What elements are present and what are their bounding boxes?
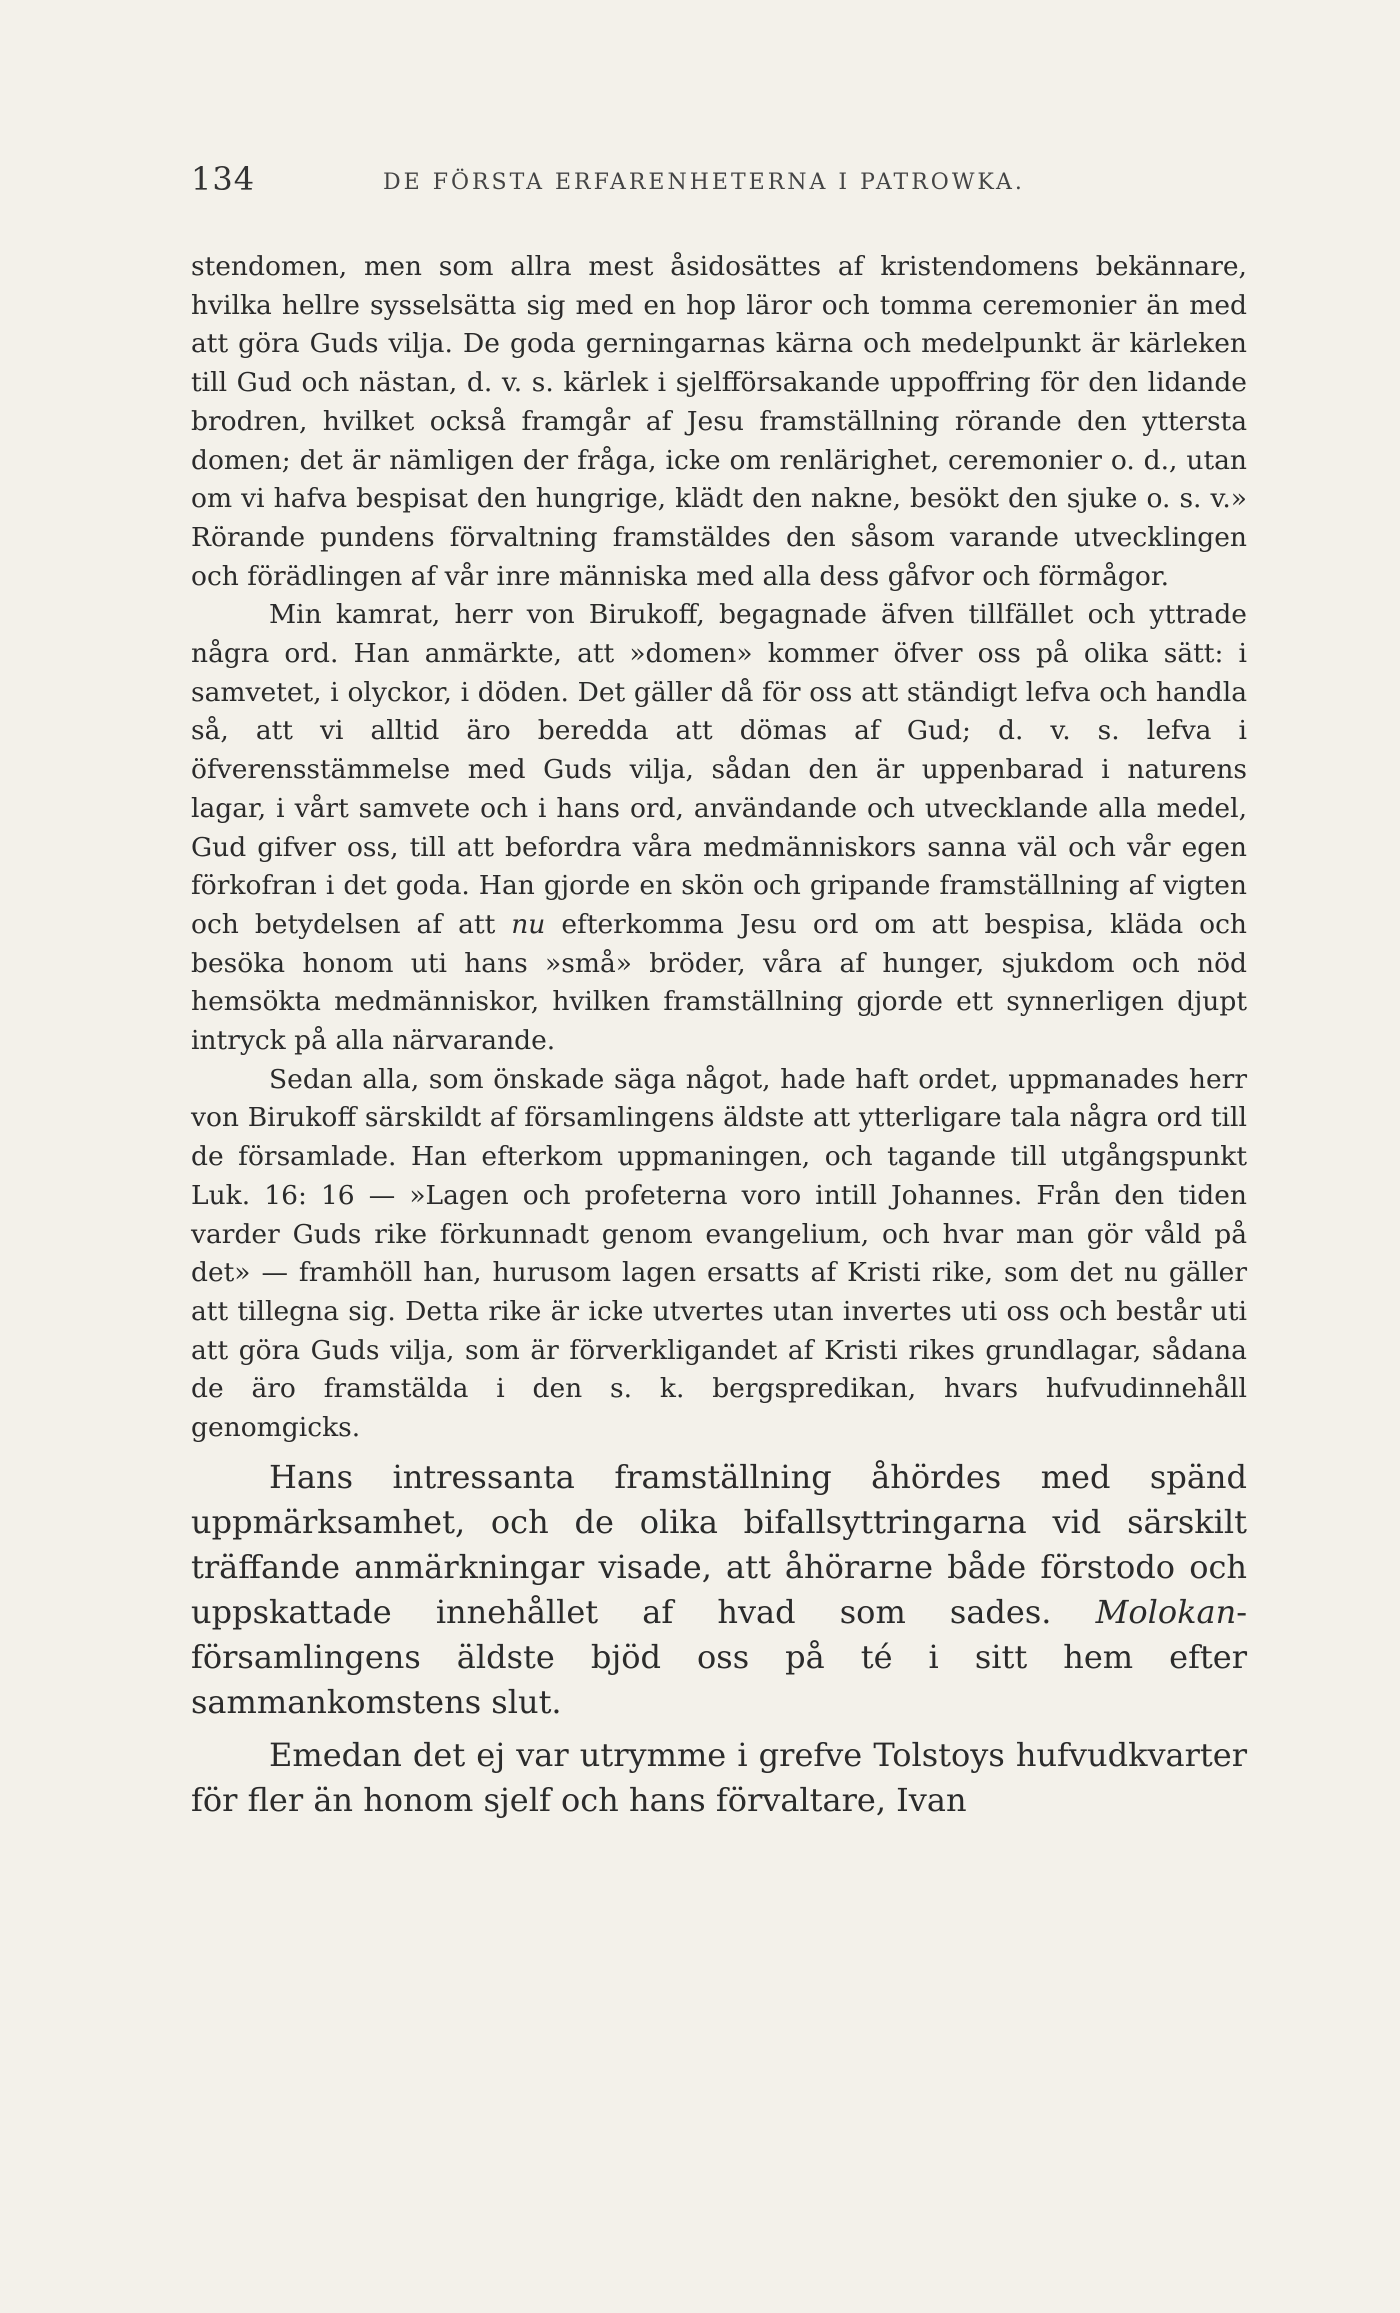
- paragraph-3: [191, 1061, 1247, 1448]
- running-head: [191, 160, 1247, 210]
- paragraph-4: [191, 1455, 1247, 1725]
- paragraph-2-text: Min kamrat, herr von Birukoff, begagnade äfven tillfället och yttrade några ord. Han anmärkte, att »domen» kommer öfver oss på olika sätt: i samvetet, i olyckor, i döden. Det gäller då för oss att ständigt lefva och handla så, att vi alltid äro beredda att dömas af Gud; d. v. s. lefva i öfverensstämmelse med Guds vilja, sådan den är uppenbarad i naturens lagar, i vårt samvete och i hans ord, användande och utvecklande alla medel, Gud gifver oss, till att befordra våra medmänniskors sanna väl och vår egen förkofran i det goda. Han gjorde en skön och gripande framställning af vigten och betydelsen af att: [191, 599, 1247, 940]
- paragraph-4-text-after: -församlingens äldste bjöd oss på té i sitt hem efter sammankomstens slut.: [191, 1592, 1248, 1721]
- paragraph-3-text: Sedan alla, som önskade säga något, hade haft ordet, uppmanades herr von Birukoff särskildt af församlingens äldste att ytterligare tala några ord till de församlade. Han efterkom uppmaningen, och tagande till utgångspunkt Luk. 16: 16 — »Lagen och profeterna voro intill Johannes. Från den tiden varder Guds rike förkunnadt genom evangelium, och hvar man gör våld på det» — framhöll han, hurusom lagen ersatts af Kristi rike, som det nu gäller att tillegna sig. Detta rike är icke utvertes utan invertes uti oss och består uti att göra Guds vilja, som är förverkligandet af Kristi rikes grundlagar, sådana de äro framstälda i den s. k. bergspredikan, hvars hufvudinnehåll genomgicks.: [191, 1063, 1247, 1444]
- paragraph-1: [191, 248, 1247, 596]
- paragraph-2-italic: nu: [511, 908, 546, 940]
- paragraph-4-italic: Molokan: [1095, 1592, 1237, 1631]
- paragraph-1-text: stendomen, men som allra mest åsidosättes af kristendomens bekännare, hvilka hellre sysselsätta sig med en hop läror och tomma ceremonier än med att göra Guds vilja. De goda gerningarnas kärna och medelpunkt är kärleken till Gud och nästan, d. v. s. kärlek i sjelfförsakande uppoffring för den lidande brodren, hvilket också framgår af Jesu framställning rörande den yttersta domen; det är nämligen der fråga, icke om renlärighet, ceremonier o. d., utan om vi hafva bespisat den hungrige, klädt den nakne, besökt den sjuke o. s. v.» Rörande pundens förvaltning framstäldes den såsom varande utvecklingen och förädlingen af vår inre människa med alla dess gåfvor och förmågor.: [191, 251, 1247, 592]
- paragraph-4-text: Hans intressanta framställning åhördes med spänd uppmärksamhet, och de olika bifallsyttringarna vid särskilt träffande anmärkningar visade, att åhörarne både förstodo och uppskattade innehållet af hvad som sades.: [191, 1457, 1247, 1631]
- paragraph-5: [191, 1733, 1247, 1823]
- running-title: DE FÖRSTA ERFARENHETERNA I PATROWKA.: [383, 170, 1025, 195]
- book-page: [191, 160, 1247, 1823]
- paragraph-5-text: Emedan det ej var utrymme i grefve Tolstoys hufvudkvarter för fler än honom sjelf och hans förvaltare, Ivan: [191, 1735, 1247, 1819]
- paragraph-2: [191, 596, 1247, 1060]
- page-number: 134: [191, 160, 256, 198]
- paragraph-2-text-after: efterkomma Jesu ord om att bespisa, kläda och besöka honom uti hans »små» bröder, våra af hunger, sjukdom och nöd hemsökta medmänniskor, hvilken framställning gjorde ett synnerligen djupt intryck på alla närvarande.: [191, 908, 1247, 1057]
